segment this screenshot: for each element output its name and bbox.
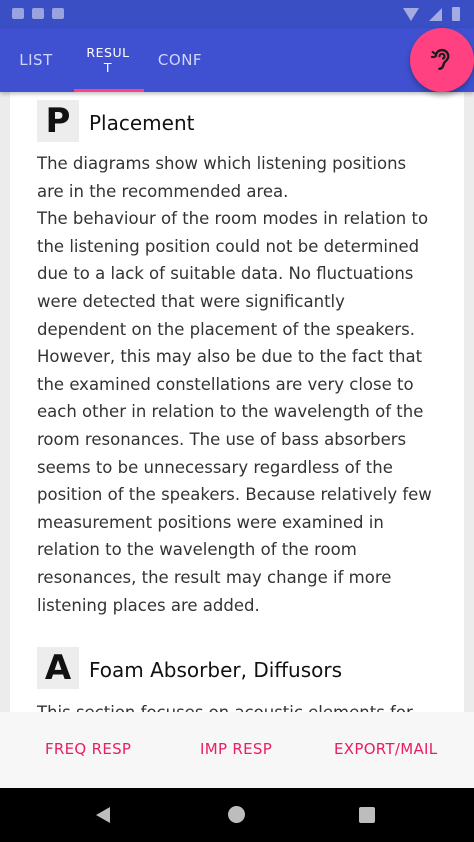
notification-icons (12, 8, 64, 19)
signal-icon (429, 8, 442, 21)
back-icon[interactable] (96, 807, 110, 823)
tab-result[interactable] (74, 28, 142, 92)
system-nav-bar (0, 788, 474, 842)
section-body-text: The diagrams show which listening positions are in the recommended area. The behaviour of the room modes in relation to the listening position could not be determined due to a lack of suitable data. No fluctuations were detected that were significantly dependent on the placement of the speakers. However, this may also be due to the fact that the examined constellations are very close to each other in relation to the wavelength of the room resonances. The use of bass absorbers seems to be unnecessary regardless of the position of the speakers. Because relatively few measurement positions were examined in relation to the wavelength of the room resonances, the result may change if more listening places are added. (37, 154, 432, 615)
home-icon[interactable] (228, 806, 245, 823)
app-bar (0, 28, 474, 92)
section-title: Placement (89, 111, 195, 135)
section-title: Foam Absorber, Diffusors (89, 658, 343, 682)
section-placement (37, 100, 437, 619)
notification-icon (32, 8, 44, 19)
listen-fab-button[interactable] (410, 28, 474, 92)
ear-icon (427, 45, 457, 75)
export-mail-button[interactable]: EXPORT/MAIL (334, 740, 438, 758)
wifi-icon (403, 8, 419, 21)
recent-apps-icon[interactable] (359, 807, 375, 823)
tab-result-label: RESULT (86, 45, 130, 75)
tab-list[interactable] (10, 28, 62, 92)
system-icons (403, 7, 460, 21)
notification-icon (52, 8, 64, 19)
result-content[interactable] (10, 92, 464, 712)
notification-icon (12, 8, 24, 19)
bottom-action-bar (0, 712, 474, 788)
battery-icon (452, 7, 460, 21)
section-header (37, 647, 437, 689)
tab-conf[interactable] (152, 28, 208, 92)
tab-conf-label: CONF (157, 51, 203, 69)
section-letter-badge: A (37, 647, 79, 689)
section-letter-badge: P (37, 100, 79, 142)
imp-resp-button[interactable]: IMP RESP (200, 740, 273, 758)
freq-resp-button[interactable]: FREQ RESP (45, 740, 132, 758)
status-bar (0, 0, 474, 28)
tab-selected-indicator (74, 89, 144, 92)
tab-list-label: LIST (19, 51, 53, 69)
section-header (37, 100, 437, 142)
